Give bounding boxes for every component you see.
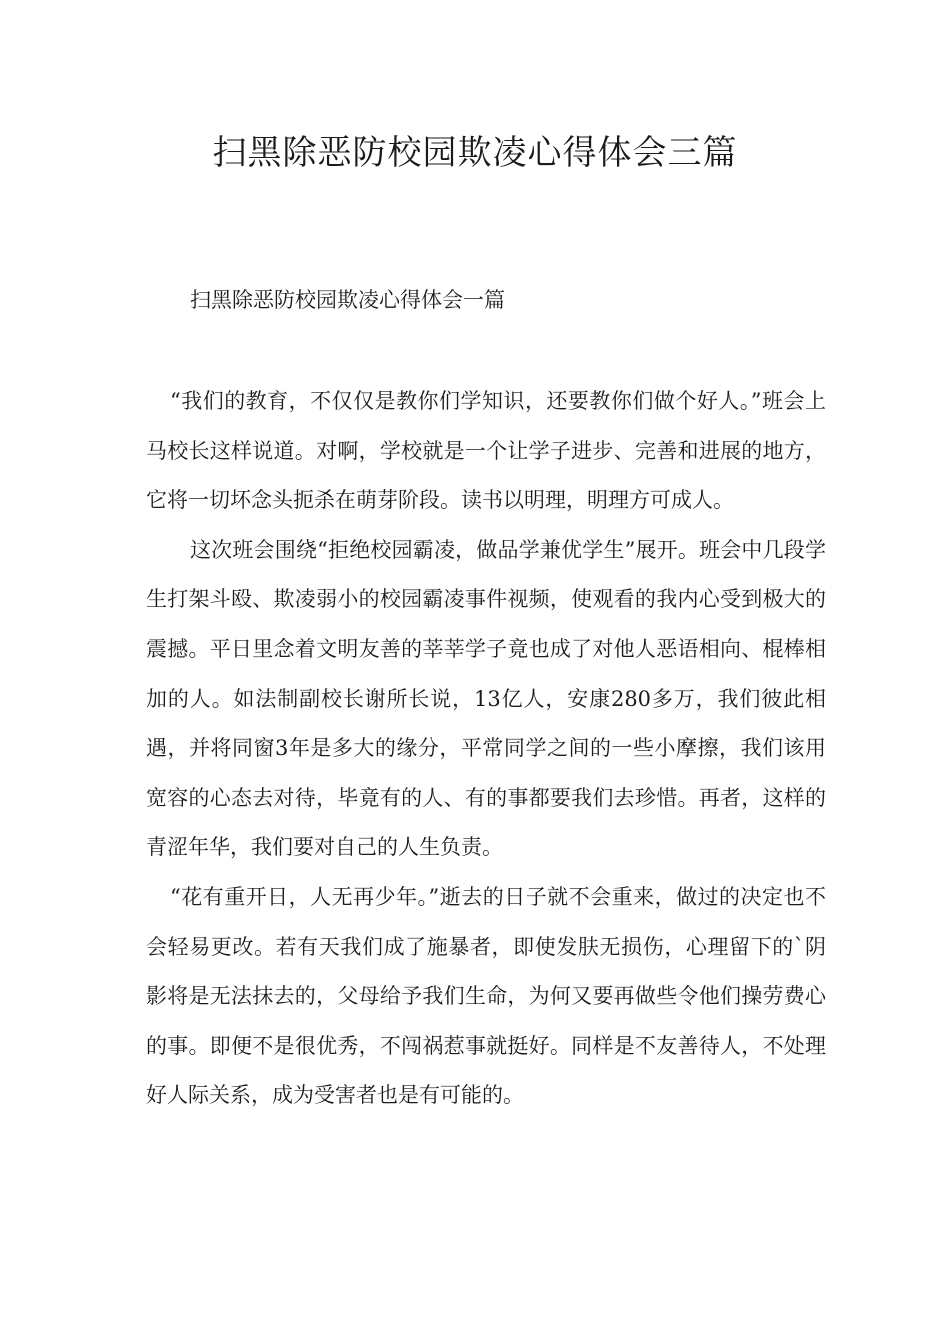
page-title: 扫黑除恶防校园欺凌心得体会三篇: [212, 133, 738, 173]
paragraph-1: “我们的教育，不仅仅是教你们学知识，还要教你们做个好人。”班会上马校长这样说道。对啊，学校就是一个让学子进步、完善和进展的地方，它将一切坏念头扼杀在萌芽阶段。读书以明理，明理方可成人。: [146, 389, 826, 513]
section-title: 扫黑除恶防校园欺凌心得体会一篇: [190, 288, 505, 312]
body-text: [146, 377, 826, 1121]
paragraph-2: 这次班会围绕“拒绝校园霸凌，做品学兼优学生”展开。班会中几段学生打架斗殴、欺凌弱小的校园霸凌事件视频，使观看的我内心受到极大的震撼。平日里念着文明友善的莘莘学子竟也成了对他人恶语相向、棍棒相加的人。如法制副校长谢所长说，13亿人，安康280多万，我们彼此相遇，并将同窗3年是多大的缘分，平常同学之间的一些小摩擦，我们该用宽容的心态去对待，毕竟有的人、有的事都要我们去珍惜。再者，这样的青涩年华，我们要对自己的人生负责。: [146, 537, 826, 860]
paragraph-3: “花有重开日，人无再少年。”逝去的日子就不会重来，做过的决定也不会轻易更改。若有天我们成了施暴者，即使发肤无损伤，心理留下的`阴影将是无法抹去的，父母给予我们生命，为何又要再做些令他们操劳费心的事。即便不是很优秀，不闯祸惹事就挺好。同样是不友善待人，不处理好人际关系，成为受害者也是有可能的。: [146, 884, 826, 1108]
